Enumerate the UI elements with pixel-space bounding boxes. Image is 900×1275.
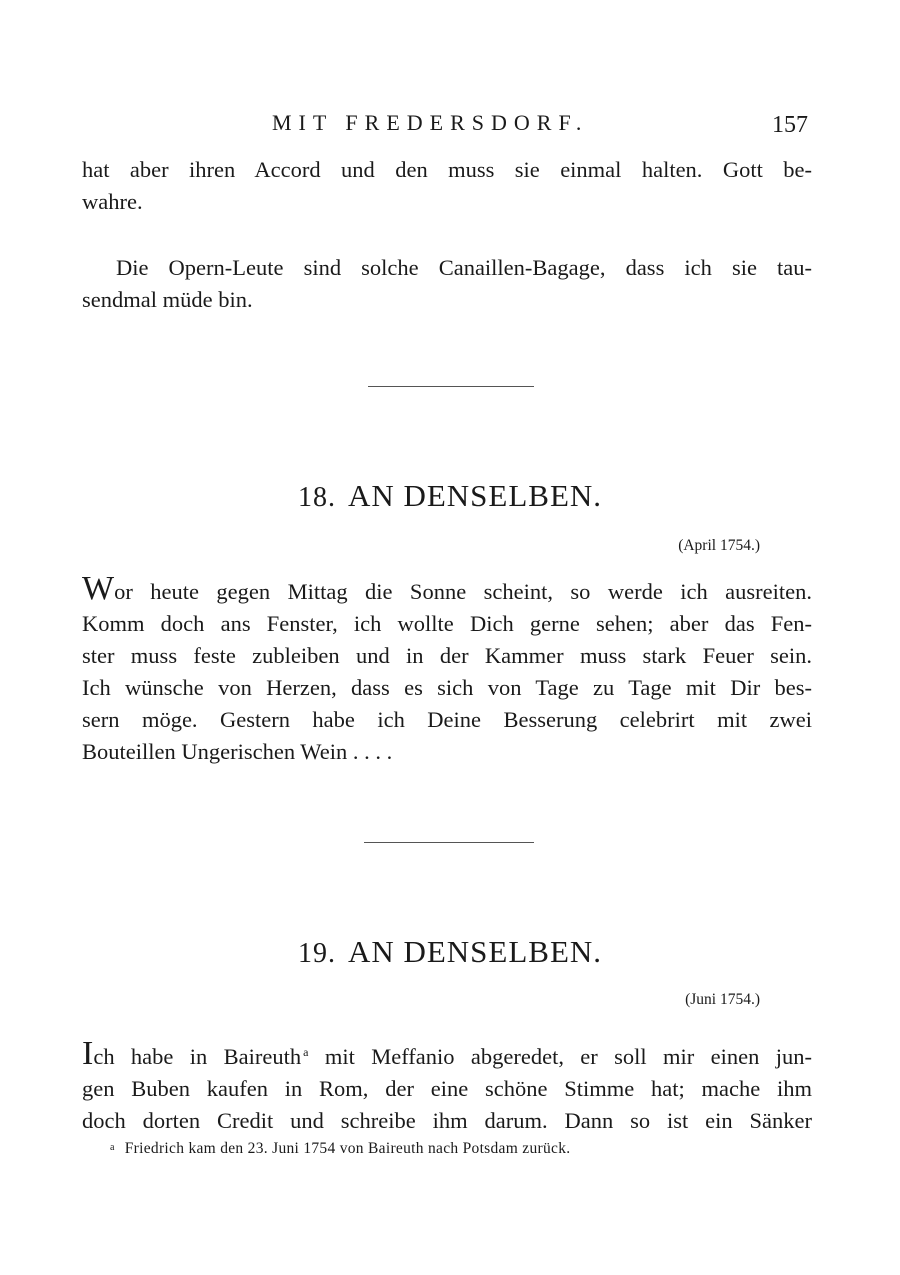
letter-19-date: (Juni 1754.) — [685, 991, 760, 1008]
intro-paragraph-1 — [82, 154, 812, 218]
letter-19-body — [82, 1036, 812, 1137]
text-line: Die Opern-Leute sind solche Canaillen-Bagage, dass ich sie tau- — [116, 255, 812, 280]
footnote-mark: a — [110, 1142, 115, 1153]
page-number: 157 — [772, 112, 808, 138]
text-line: gen Buben kaufen in Rom, der eine schöne Stimme hat; mache ihm — [82, 1076, 812, 1101]
text-line: sendmal müde bin. — [82, 287, 253, 312]
text-line: Komm doch ans Fenster, ich wollte Dich gerne sehen; aber das Fen- — [82, 611, 812, 636]
running-title: MIT FREDERSDORF. — [272, 110, 589, 135]
drop-cap: I — [82, 1035, 94, 1072]
letter-number: 18. — [297, 482, 336, 513]
text-line: Ich wünsche von Herzen, dass es sich von Tage zu Tage mit Dir bes- — [82, 675, 812, 700]
running-head — [0, 110, 900, 142]
letter-title: AN DENSELBEN. — [347, 478, 603, 513]
intro-paragraph-2 — [82, 252, 812, 316]
letter-19-heading — [0, 934, 900, 970]
footnote-reference: a — [303, 1045, 309, 1059]
text-line: wahre. — [82, 189, 143, 214]
drop-cap: W — [82, 570, 115, 607]
letter-number: 19. — [297, 938, 336, 969]
text-line: Bouteillen Ungerischen Wein . . . . — [82, 739, 393, 764]
letter-title: AN DENSELBEN. — [347, 934, 603, 969]
letter-18-date: (April 1754.) — [678, 537, 760, 554]
letter-18-heading — [0, 478, 900, 514]
footnote-text: Friedrich kam den 23. Juni 1754 von Baireuth nach Potsdam zurück. — [124, 1140, 571, 1157]
letter-18-body — [82, 570, 812, 768]
text-line: sern möge. Gestern habe ich Deine Besserung celebrirt mit zwei — [82, 707, 812, 732]
text-line: doch dorten Credit und schreibe ihm darum. Dann so ist ein Sänker — [82, 1108, 812, 1133]
section-divider — [368, 386, 534, 387]
section-divider — [364, 842, 534, 843]
footnote — [110, 1140, 570, 1158]
text-line: Ich habe in Baireuth $^a$ mit Meffanio abgeredet, er soll mir einen jun- — [82, 1035, 812, 1072]
text-line: Wor heute gegen Mittag die Sonne scheint, so werde ich ausreiten. — [82, 570, 812, 607]
text-line: ster muss feste zubleiben und in der Kammer muss stark Feuer sein. — [82, 643, 812, 668]
text-line: hat aber ihren Accord und den muss sie einmal halten. Gott be- — [82, 157, 812, 182]
